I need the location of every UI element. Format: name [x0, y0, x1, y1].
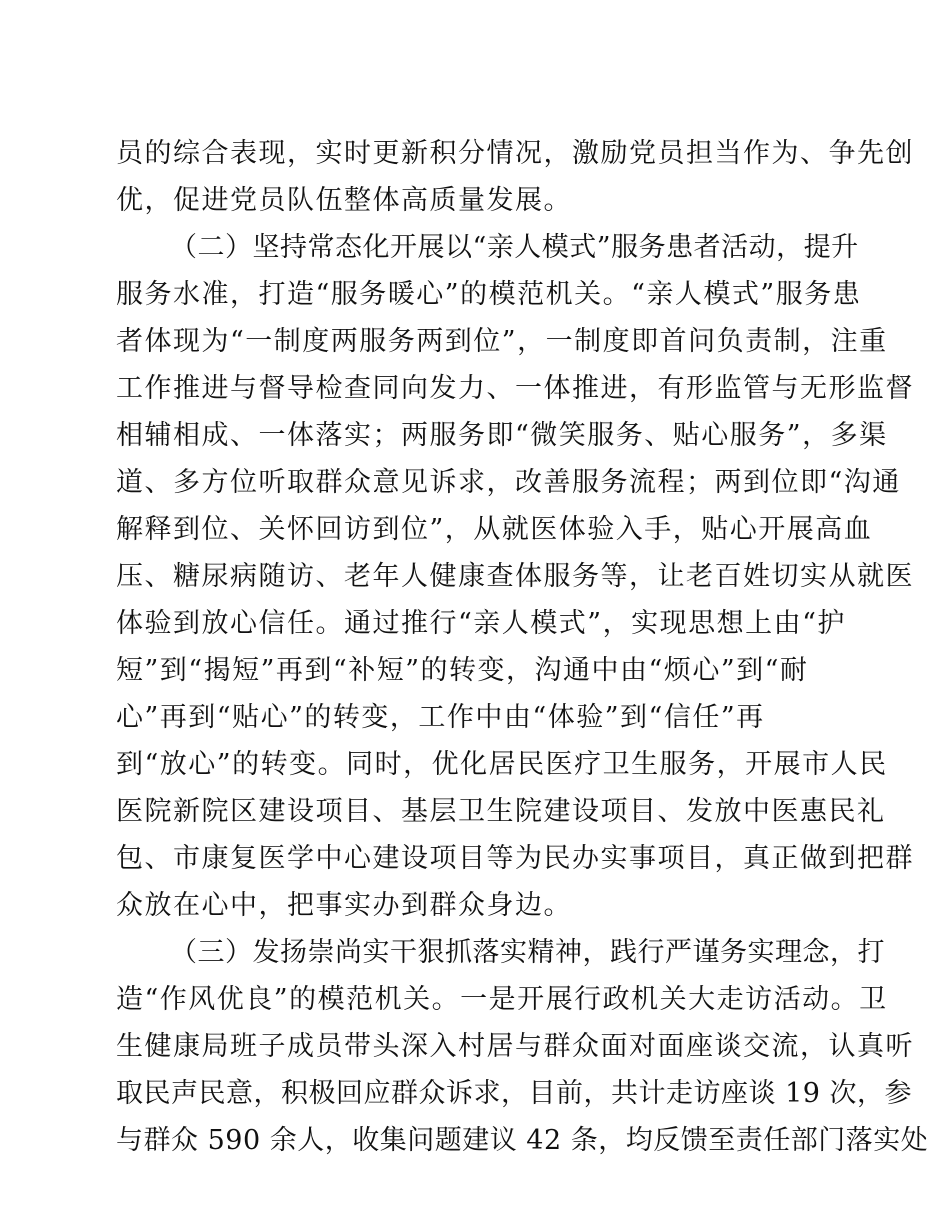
- text-line: 者体现为“一制度两服务两到位”，一制度即首问负责制，注重: [116, 326, 888, 357]
- text-line: 相辅相成、一体落实；两服务即“微笑服务、贴心服务”，多渠: [116, 420, 888, 451]
- text-line: 短”到“揭短”再到“补短”的转变，沟通中由“烦心”到“耐: [116, 655, 809, 686]
- text-line: 造“作风优良”的模范机关。一是开展行政机关大走访活动。卫: [116, 984, 888, 1015]
- text-line: 心”再到“贴心”的转变，工作中由“体验”到“信任”再: [116, 702, 765, 733]
- text-line: 取民声民意，积极回应群众诉求，目前，共计走访座谈 19 次，参: [116, 1078, 913, 1109]
- text-line: 体验到放心信任。通过推行“亲人模式”，实现思想上由“护: [116, 608, 846, 639]
- text-line: 压、糖尿病随访、老年人健康查体服务等，让老百姓切实从就医: [116, 561, 914, 592]
- text-line: 工作推进与督导检查同向发力、一体推进，有形监管与无形监督: [116, 373, 914, 404]
- text-line: 优，促进党员队伍整体高质量发展。: [116, 185, 572, 216]
- text-line: 众放在心中，把事实办到群众身边。: [116, 890, 572, 921]
- text-line: 员的综合表现，实时更新积分情况，激励党员担当作为、争先创: [116, 138, 914, 169]
- text-line: 道、多方位听取群众意见诉求，改善服务流程；两到位即“沟通: [116, 467, 901, 498]
- text-line: 到“放心”的转变。同时，优化居民医疗卫生服务，开展市人民: [116, 749, 888, 780]
- paragraph-heading-line: （二）坚持常态化开展以“亲人模式”服务患者活动，提升: [170, 232, 859, 263]
- text-line: 解释到位、关怀回访到位”，从就医体验入手，贴心开展高血: [116, 514, 873, 545]
- paragraph-heading-line: （三）发扬崇尚实干狠抓落实精神，践行严谨务实理念，打: [170, 937, 885, 968]
- text-line: 与群众 590 余人，收集问题建议 42 条，均反馈至责任部门落实处: [116, 1125, 929, 1156]
- text-line: 服务水准，打造“服务暖心”的模范机关。“亲人模式”服务患: [116, 279, 862, 310]
- text-line: 医院新院区建设项目、基层卫生院建设项目、发放中医惠民礼: [116, 796, 886, 827]
- text-line: 生健康局班子成员带头深入村居与群众面对面座谈交流，认真听: [116, 1031, 914, 1062]
- text-line: 包、市康复医学中心建设项目等为民办实事项目，真正做到把群: [116, 843, 914, 874]
